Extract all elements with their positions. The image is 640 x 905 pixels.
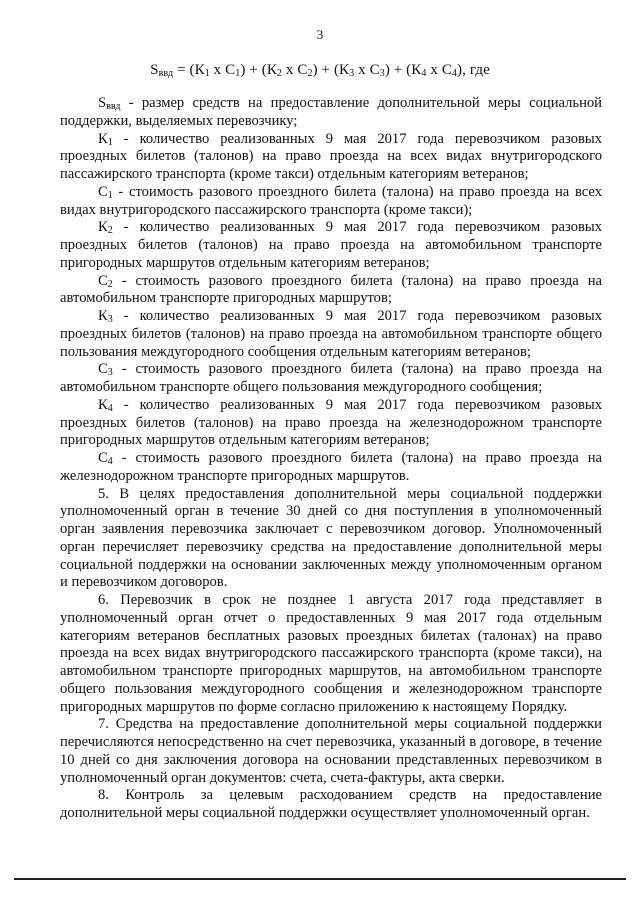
- document-body: [60, 95, 602, 823]
- definition-c4: $С_4$ - стоимость разового проездного билета (талона) на право проезда на железнодорожном транспорте пригородных маршрутов.: [60, 450, 602, 484]
- definition-c2: $С_2$ - стоимость разового проездного билета (талона) на право проезда на автомобильном транспорте пригородных маршрутов;: [60, 272, 602, 307]
- definition-k1: $К_1$ - количество реализованных 9 мая 2017 года перевозчиком разовых проездных билетов (талонов) на право проезда на всех видах внутригородского пассажирского транспорта (кроме такси) отдельным категориям ветеранов;: [60, 130, 602, 182]
- page-number: 3: [316, 27, 324, 42]
- paragraph-5: 5. В целях предоставления дополнительной меры социальной поддержки уполномоченный орган в течение 30 дней со дня поступления в уполномоченный орган заявления перевозчика заключает с перевозчиком договор. Уполномоченный орган перечисляет перевозчику средства на предоставление дополнительной меры социальной поддержки на основании заключенных между уполномоченным органом и перевозчиком договоров.: [60, 485, 602, 591]
- definition-s-vvd: $S_{ввд}$ - размер средств на предоставление дополнительной меры социальной поддержки, выделяемых перевозчику;: [60, 95, 602, 129]
- definition-c1: $С_1$ - стоимость разового проездного билета (талона) на право проезда на всех видах внутригородского пассажирского транспорта (кроме такси);: [60, 183, 602, 218]
- definition-k4: $К_4$ - количество реализованных 9 мая 2017 года перевозчиком разовых проездных билетов (талонов) на право проезда на железнодорожном транспорте пригородных маршрутов отдельным категориям ветеранов;: [60, 396, 602, 449]
- definition-k3: $К_3$ - количество реализованных 9 мая 2017 года перевозчиком разовых проездных билетов (талонов) на право проезда на автомобильном транспорте общего пользования междугородного сообщения отдельным категориям ветеранов;: [60, 308, 602, 360]
- paragraph-8: 8. Контроль за целевым расходованием средств на предоставление дополнительной меры социальной поддержки осуществляет уполномоченный орган.: [60, 787, 602, 821]
- paragraph-6: 6. Перевозчик в срок не позднее 1 августа 2017 года представляет в уполномоченный орган отчет о предоставленных 9 мая 2017 года отдельным категориям ветеранов бесплатных разовых проездных билетах (талонах) на право проезда на всех видах внутригородского пассажирского транспорта (кроме такси), на автомобильном транспорте пригородных маршрутов, на автомобильном транспорте общего пользования междугородного сообщения и железнодорожном транспорте пригородных маршрутов по форме согласно приложению к настоящему Порядку.: [60, 592, 602, 715]
- definition-c3: $С_3$ - стоимость разового проездного билета (талона) на право проезда на автомобильном транспорте общего пользования междугородного сообщения;: [60, 361, 602, 395]
- paragraph-7: 7. Средства на предоставление дополнительной меры социальной поддержки перечисляются непосредственно на счет перевозчика, указанный в договоре, в течение 10 дней со дня заключения договора на основании представленных перевозчиком в уполномоченный орган документов: счета, счета-фактуры, акта сверки.: [60, 716, 602, 786]
- bottom-rule: [14, 878, 626, 880]
- formula: $S_{ввд} = (К_1$ x $С_1) + (К_2$ x $С_2) + (К_3$ x $С_3) + (К_4$ x $С_4$), где: [150, 62, 490, 79]
- definition-k2: $К_2$ - количество реализованных 9 мая 2017 года перевозчиком разовых проездных билетов (талонов) на право проезда на автомобильном транспорте пригородных маршрутов отдельным категориям ветеранов;: [60, 219, 602, 271]
